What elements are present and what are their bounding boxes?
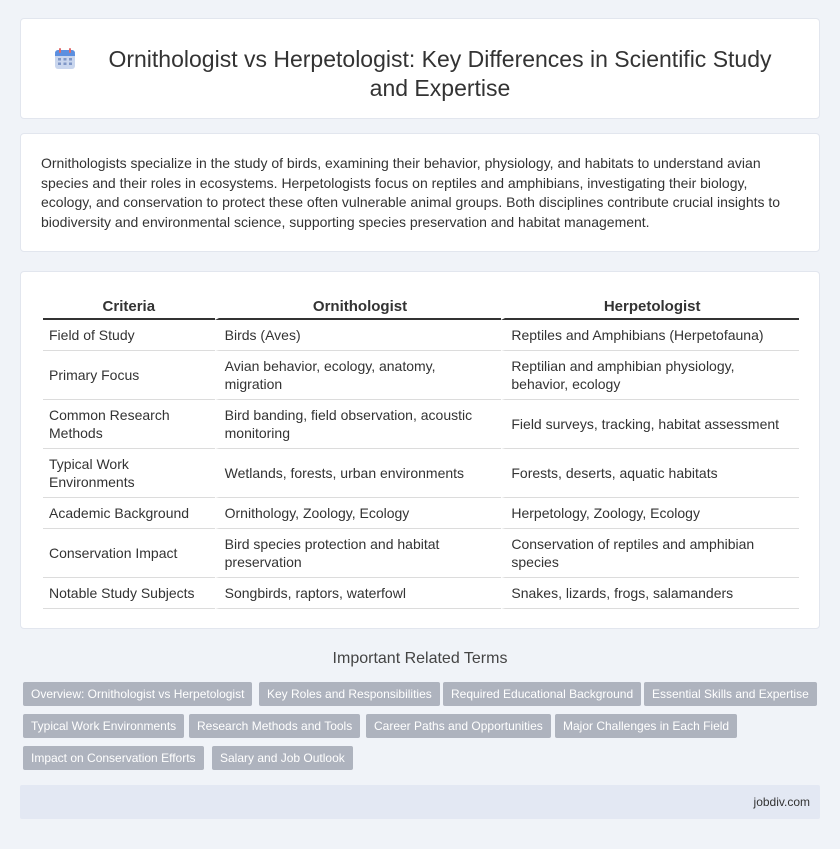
herpetologist-cell: Reptilian and amphibian physiology, behavior, ecology [501,351,799,400]
herpetologist-cell: Conservation of reptiles and amphibian species [501,529,799,578]
related-term-tag[interactable]: Impact on Conservation Efforts [23,746,204,770]
criteria-cell: Primary Focus [43,351,215,400]
header-card [20,18,820,119]
ornithologist-cell: Ornithology, Zoology, Ecology [215,498,502,529]
related-term-tag[interactable]: Typical Work Environments [23,714,184,738]
column-header-criteria: Criteria [43,296,215,320]
criteria-cell: Academic Background [43,498,215,529]
herpetologist-cell: Forests, deserts, aquatic habitats [501,449,799,498]
herpetologist-cell: Herpetology, Zoology, Ecology [501,498,799,529]
related-term-tag[interactable]: Major Challenges in Each Field [555,714,737,738]
ornithologist-cell: Bird banding, field observation, acoustic monitoring [215,400,502,449]
herpetologist-cell: Snakes, lizards, frogs, salamanders [501,578,799,609]
criteria-cell: Conservation Impact [43,529,215,578]
ornithologist-cell: Songbirds, raptors, waterfowl [215,578,502,609]
criteria-cell: Field of Study [43,320,215,351]
table-row [43,320,799,351]
page-title: Ornithologist vs Herpetologist: Key Differences in Scientific Study and Expertise [108,46,772,101]
comparison-table [43,296,799,609]
herpetologist-cell: Reptiles and Amphibians (Herpetofauna) [501,320,799,351]
table-row [43,578,799,609]
table-row [43,498,799,529]
table-row [43,449,799,498]
intro-text: Ornithologists specialize in the study of birds, examining their behavior, physiology, and habitats to understand avian species and their roles in ecosystems. Herpetologists focus on reptiles and amphibians, investigating their biology, ecology, and conservation to protect these often vulnerable animal groups. Both disciplines contribute crucial insights to biodiversity and environmental science, supporting species preservation and habitat management. [41,155,781,230]
related-term-tag[interactable]: Essential Skills and Expertise [644,682,817,706]
intro-card [20,133,820,252]
ornithologist-cell: Bird species protection and habitat preservation [215,529,502,578]
ornithologist-cell: Avian behavior, ecology, anatomy, migration [215,351,502,400]
footer [20,785,820,819]
related-term-tag[interactable]: Required Educational Background [443,682,641,706]
footer-site-link[interactable]: jobdiv.com [753,795,810,809]
related-term-tag[interactable]: Overview: Ornithologist vs Herpetologist [23,682,252,706]
table-row [43,400,799,449]
criteria-cell: Notable Study Subjects [43,578,215,609]
herpetologist-cell: Field surveys, tracking, habitat assessment [501,400,799,449]
related-term-tag[interactable]: Salary and Job Outlook [212,746,353,770]
ornithologist-cell: Birds (Aves) [215,320,502,351]
table-row [43,351,799,400]
column-header-ornithologist: Ornithologist [215,296,502,320]
column-header-herpetologist: Herpetologist [501,296,799,320]
ornithologist-cell: Wetlands, forests, urban environments [215,449,502,498]
related-terms-heading: Important Related Terms [332,650,508,667]
table-row [43,529,799,578]
related-term-tag[interactable]: Career Paths and Opportunities [366,714,551,738]
related-term-tag[interactable]: Research Methods and Tools [189,714,360,738]
related-term-tag[interactable]: Key Roles and Responsibilities [259,682,440,706]
criteria-cell: Typical Work Environments [43,449,215,498]
comparison-card [20,271,820,629]
criteria-cell: Common Research Methods [43,400,215,449]
